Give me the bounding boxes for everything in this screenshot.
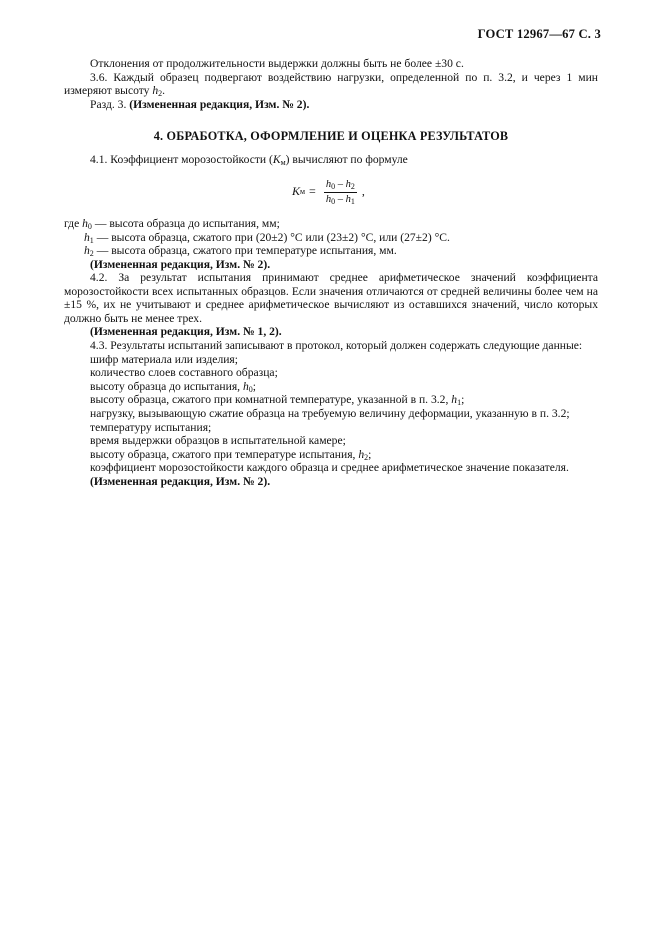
formula-numerator: $h_0 - h_2$ [325,178,355,191]
section-4-title: 4. ОБРАБОТКА, ОФОРМЛЕНИЕ И ОЦЕНКА РЕЗУЛЬТАТОВ [153,129,509,143]
clause-4-3: 4.3. Результаты испытаний записывают в протокол, который должен содержать следующие данные: шифр материала или изделия; количество слоев составного образца; высоту образца до испытания, $h_0$; высоту образца, сжатого при комнатной температуре, указанной в п. 3.2, $h_1$; нагрузку, вызывающую сжатие образца на требуемую величину деформации, указанную в п. 3.2; температуру испытания; время выдержки образцов в испытательной камере; высоту образца, сжатого при температуре испытания, $h_2$; коэффициент морозостойкости каждого образца и среднее арифметическое значение показателя. (Измененная редакция, Изм. № 2). [64,339,598,489]
clause-4-1: 4.1. Коэффициент морозостойкости $(К_м)$ вычисляют по формуле [90,153,408,167]
holding-time-deviation: Отклонения от продолжительности выдержки должны быть не более ±30 с. [90,57,464,70]
list-item: время выдержки образцов в испытательной камере; [90,434,346,448]
section-3-tail [64,57,598,111]
amendment-note-4-3: (Измененная редакция, Изм. № 2). [90,474,271,488]
formula-denominator: $h_0 - h_1$ [325,193,355,206]
list-item: шифр материала или изделия; [90,352,238,366]
legend-h1: $h_1$ — высота образца, сжатого при (20±2) °С или (23±2) °С, или (27±2) °С. [84,230,450,245]
list-item: высоту образца до испытания, $h_0$; [90,379,256,394]
amendment-note-4-1: (Измененная редакция, Изм. № 2). [90,257,271,271]
clause-4-2: 4.2. За результат испытания принимают среднее арифметическое значений коэффициента морозостойкости всех испытанных образцов. Если значения отличаются от средней величины более чем на ±15 %, их не учитывают и среднее арифметическое вычисляют из оставшихся значений, число которых должно быть не менее трех. (Измененная редакция, Изм. № 1, 2). [64,271,598,339]
formula-lhs: К [292,184,300,199]
formula-legend [64,217,598,271]
formula-equals: = [309,184,316,199]
page-header: ГОСТ 12967—67 С. 3 [477,27,601,41]
legend-h2: $h_2$ — высота образца, сжатого при температуре испытания, мм. [84,244,397,259]
formula-fraction [324,179,357,206]
amendment-note-section-3: Разд. 3. (Измененная редакция, Изм. № 2). [90,97,310,111]
list-item: высоту образца, сжатого при комнатной температуре, указанной в п. 3.2, $h_1$; [90,393,465,408]
list-item: высоту образца, сжатого при температуре испытания, $h_2$; [90,447,372,462]
list-item: температуру испытания; [90,420,212,434]
list-item: количество слоев составного образца; [90,366,278,380]
list-item: нагрузку, вызывающую сжатие образца на требуемую величину деформации, указанную в п. 3.2; [90,406,570,420]
legend-h0: где $h_0$ — высота образца до испытания, мм; [64,217,280,231]
frost-resistance-formula: К м = $\frac{h_0 - h_2}{h_0 - h_1}$ , [292,178,365,206]
clause-3-6: 3.6. Каждый образец подвергают воздействию нагрузки, определенной по п. 3.2, и через 1 мин измеряют высоту $h_2$. [64,70,598,99]
list-item: коэффициент морозостойкости каждого образца и среднее арифметическое значение показателя. [90,461,569,475]
amendment-note-4-2: (Измененная редакция, Изм. № 1, 2). [90,325,282,339]
